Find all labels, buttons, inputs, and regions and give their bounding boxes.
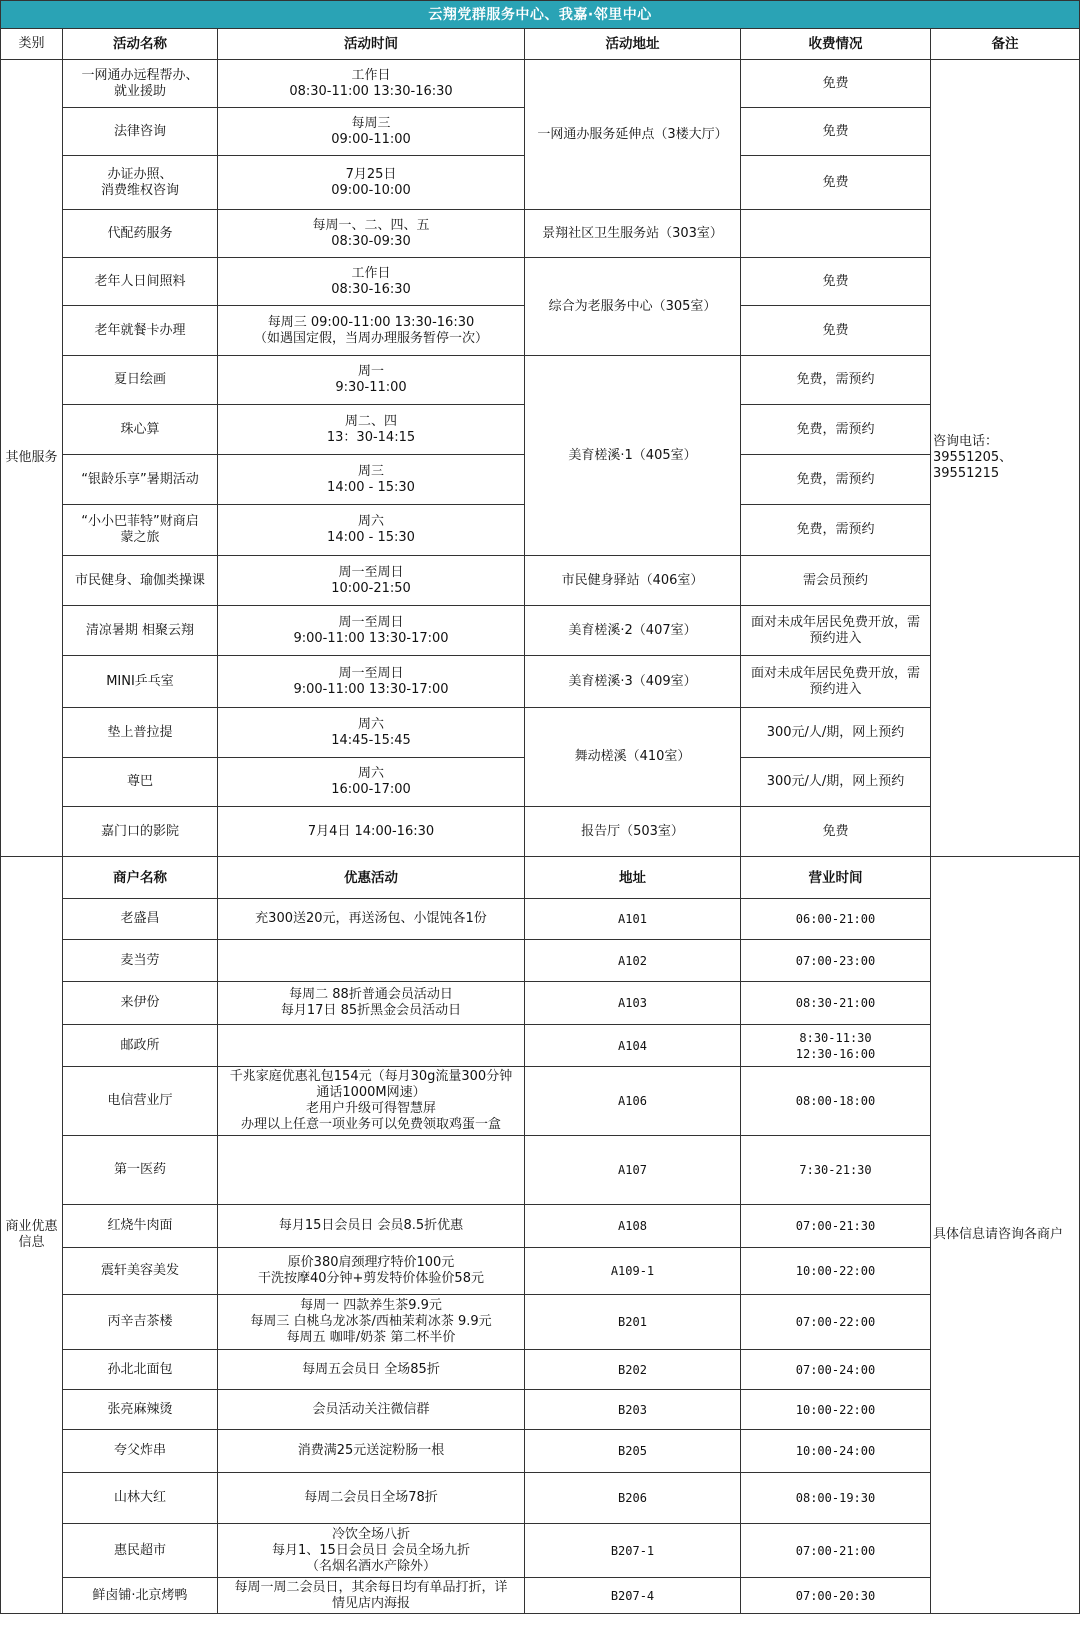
- merchant-offer: 每周二会员日全场78折: [218, 1473, 525, 1524]
- header-activity-time: 活动时间: [218, 29, 525, 60]
- merchant-row: [1, 1067, 1080, 1136]
- merchant-address: A101: [525, 899, 741, 940]
- service-row: [1, 708, 1080, 758]
- merchant-row: [1, 1248, 1080, 1295]
- merchant-hours: 08:00-19:30: [741, 1473, 931, 1524]
- merchant-row: [1, 1205, 1080, 1248]
- service-row: [1, 556, 1080, 606]
- merchant-offer: [218, 940, 525, 982]
- service-address: 市民健身驿站（406室）: [525, 556, 741, 606]
- service-address: 报告厅（503室）: [525, 807, 741, 857]
- service-fee: 免费: [741, 60, 931, 108]
- service-time: 周一至周日 10:00-21:50: [218, 556, 525, 606]
- merchant-name: 孙北北面包: [63, 1350, 218, 1390]
- header-merchant: 商户名称: [63, 857, 218, 899]
- merchant-address: B205: [525, 1430, 741, 1473]
- merchant-address: B206: [525, 1473, 741, 1524]
- commerce-header-row: [1, 857, 1080, 899]
- service-time: 每周一、二、四、五 08:30-09:30: [218, 210, 525, 258]
- service-time: 周三 14:00 - 15:30: [218, 455, 525, 505]
- service-fee: 免费，需预约: [741, 455, 931, 505]
- service-time: 7月4日 14:00-16:30: [218, 807, 525, 857]
- merchant-offer: 会员活动关注微信群: [218, 1390, 525, 1430]
- service-address: 综合为老服务中心（305室）: [525, 258, 741, 356]
- service-time: 周六 14:45-15:45: [218, 708, 525, 758]
- header-offer: 优惠活动: [218, 857, 525, 899]
- merchant-offer: 充300送20元，再送汤包、小馄饨各1份: [218, 899, 525, 940]
- merchant-row: [1, 1025, 1080, 1067]
- merchant-name: 惠民超市: [63, 1524, 218, 1578]
- service-fee: 免费: [741, 108, 931, 156]
- service-fee: 需会员预约: [741, 556, 931, 606]
- merchant-hours: 07:00-22:00: [741, 1295, 931, 1350]
- merchant-name: 张亮麻辣烫: [63, 1390, 218, 1430]
- merchant-address: B203: [525, 1390, 741, 1430]
- merchant-address: B202: [525, 1350, 741, 1390]
- service-name: 办证办照、 消费维权咨询: [63, 156, 218, 210]
- merchant-hours: 10:00-24:00: [741, 1430, 931, 1473]
- merchant-name: 来伊份: [63, 982, 218, 1025]
- header-address: 地址: [525, 857, 741, 899]
- merchant-hours: 08:00-18:00: [741, 1067, 931, 1136]
- header-category: 类别: [1, 29, 63, 60]
- header-fee: 收费情况: [741, 29, 931, 60]
- service-fee: 面对未成年居民免费开放，需 预约进入: [741, 656, 931, 708]
- merchant-offer: [218, 1136, 525, 1205]
- merchant-offer: 每月15日会员日 会员8.5折优惠: [218, 1205, 525, 1248]
- merchant-name: 老盛昌: [63, 899, 218, 940]
- merchant-name: 红烧牛肉面: [63, 1205, 218, 1248]
- service-time: 周一至周日 9:00-11:00 13:30-17:00: [218, 656, 525, 708]
- merchant-hours: 07:00-21:30: [741, 1205, 931, 1248]
- service-fee: 免费，需预约: [741, 356, 931, 405]
- merchant-name: 山林大红: [63, 1473, 218, 1524]
- service-fee: 300元/人/期，网上预约: [741, 758, 931, 807]
- service-time: 7月25日 09:00-10:00: [218, 156, 525, 210]
- merchant-offer: 每周五会员日 全场85折: [218, 1350, 525, 1390]
- merchant-offer: 每周二 88折普通会员活动日 每月17日 85折黑金会员活动日: [218, 982, 525, 1025]
- merchant-address: A108: [525, 1205, 741, 1248]
- merchant-hours: 8:30-11:30 12:30-16:00: [741, 1025, 931, 1067]
- merchant-address: A109-1: [525, 1248, 741, 1295]
- service-fee: 免费: [741, 807, 931, 857]
- service-address: 美育槎溪·1（405室）: [525, 356, 741, 556]
- merchant-address: A102: [525, 940, 741, 982]
- service-address: 美育槎溪·3（409室）: [525, 656, 741, 708]
- service-time: 每周三 09:00-11:00 13:30-16:30 （如遇国定假，当周办理服务暂停一次）: [218, 306, 525, 356]
- service-name: “小小巴菲特”财商启 蒙之旅: [63, 505, 218, 556]
- merchant-hours: 07:00-20:30: [741, 1578, 931, 1614]
- merchant-hours: 10:00-22:00: [741, 1248, 931, 1295]
- merchant-name: 鲜卤铺·北京烤鸭: [63, 1578, 218, 1614]
- service-time: 每周三 09:00-11:00: [218, 108, 525, 156]
- page-title: 云翔党群服务中心、我嘉·邻里中心: [1, 1, 1080, 29]
- service-name: 法律咨询: [63, 108, 218, 156]
- service-row: [1, 807, 1080, 857]
- merchant-row: [1, 1136, 1080, 1205]
- service-time: 周二、四 13：30-14:15: [218, 405, 525, 455]
- service-fee: 免费，需预约: [741, 405, 931, 455]
- merchant-hours: 07:00-24:00: [741, 1350, 931, 1390]
- service-fee: 免费: [741, 306, 931, 356]
- service-time: 工作日 08:30-16:30: [218, 258, 525, 306]
- commerce-remark-cell: 具体信息请咨询各商户: [931, 857, 1080, 1614]
- merchant-row: [1, 1578, 1080, 1614]
- service-fee: 300元/人/期，网上预约: [741, 708, 931, 758]
- services-category-cell: 其他服务: [1, 60, 63, 857]
- service-name: “银龄乐享”暑期活动: [63, 455, 218, 505]
- merchant-address: A107: [525, 1136, 741, 1205]
- merchant-offer: 每周一周二会员日，其余每日均有单品打折，详 情见店内海报: [218, 1578, 525, 1614]
- service-time: 周六 16:00-17:00: [218, 758, 525, 807]
- service-address: 美育槎溪·2（407室）: [525, 606, 741, 656]
- merchant-hours: 07:00-23:00: [741, 940, 931, 982]
- service-name: 清凉暑期 相聚云翔: [63, 606, 218, 656]
- service-fee: 免费: [741, 258, 931, 306]
- service-time: 周六 14:00 - 15:30: [218, 505, 525, 556]
- merchant-name: 震轩美容美发: [63, 1248, 218, 1295]
- merchant-address: A103: [525, 982, 741, 1025]
- service-name: 尊巴: [63, 758, 218, 807]
- service-row: [1, 258, 1080, 306]
- merchant-name: 邮政所: [63, 1025, 218, 1067]
- service-time: 工作日 08:30-11:00 13:30-16:30: [218, 60, 525, 108]
- service-name: 代配药服务: [63, 210, 218, 258]
- header-activity-address: 活动地址: [525, 29, 741, 60]
- merchant-row: [1, 1430, 1080, 1473]
- merchant-row: [1, 1524, 1080, 1578]
- service-address: 景翔社区卫生服务站（303室）: [525, 210, 741, 258]
- merchant-name: 夸父炸串: [63, 1430, 218, 1473]
- merchant-name: 丙辛吉茶楼: [63, 1295, 218, 1350]
- merchant-row: [1, 1473, 1080, 1524]
- merchant-address: A106: [525, 1067, 741, 1136]
- service-name: 夏日绘画: [63, 356, 218, 405]
- merchant-offer: 原价380肩颈理疗特价100元 干洗按摩40分钟+剪发特价体验价58元: [218, 1248, 525, 1295]
- merchant-name: 第一医药: [63, 1136, 218, 1205]
- service-name: 老年人日间照料: [63, 258, 218, 306]
- service-fee: 免费，需预约: [741, 505, 931, 556]
- header-hours: 营业时间: [741, 857, 931, 899]
- merchant-address: A104: [525, 1025, 741, 1067]
- title-row: [1, 1, 1080, 29]
- service-fee: [741, 210, 931, 258]
- service-row: [1, 60, 1080, 108]
- merchant-offer: 冷饮全场八折 每月1、15日会员日 会员全场九折 （名烟名酒水产除外）: [218, 1524, 525, 1578]
- merchant-name: 麦当劳: [63, 940, 218, 982]
- services-remark-cell: 咨询电话：39551205、39551215: [931, 60, 1080, 857]
- merchant-address: B201: [525, 1295, 741, 1350]
- service-name: 市民健身、瑜伽类操课: [63, 556, 218, 606]
- merchant-row: [1, 1350, 1080, 1390]
- merchant-hours: 08:30-21:00: [741, 982, 931, 1025]
- service-time: 周一至周日 9:00-11:00 13:30-17:00: [218, 606, 525, 656]
- services-header-row: [1, 29, 1080, 60]
- service-time: 周一 9:30-11:00: [218, 356, 525, 405]
- service-name: 珠心算: [63, 405, 218, 455]
- merchant-row: [1, 899, 1080, 940]
- service-name: 嘉门口的影院: [63, 807, 218, 857]
- service-fee: 免费: [741, 156, 931, 210]
- merchant-hours: 10:00-22:00: [741, 1390, 931, 1430]
- merchant-offer: 消费满25元送淀粉肠一根: [218, 1430, 525, 1473]
- merchant-hours: 06:00-21:00: [741, 899, 931, 940]
- header-activity-name: 活动名称: [63, 29, 218, 60]
- service-name: 垫上普拉提: [63, 708, 218, 758]
- merchant-offer: 每周一 四款养生茶9.9元 每周三 白桃乌龙冰茶/西柚茉莉冰茶 9.9元 每周五 咖啡/奶茶 第二杯半价: [218, 1295, 525, 1350]
- merchant-hours: 07:00-21:00: [741, 1524, 931, 1578]
- service-fee: 面对未成年居民免费开放，需 预约进入: [741, 606, 931, 656]
- service-address: 一网通办服务延伸点（3楼大厅）: [525, 60, 741, 210]
- merchant-name: 电信营业厅: [63, 1067, 218, 1136]
- merchant-row: [1, 1295, 1080, 1350]
- service-row: [1, 210, 1080, 258]
- service-row: [1, 356, 1080, 405]
- service-row: [1, 606, 1080, 656]
- service-name: MINI乒乓室: [63, 656, 218, 708]
- merchant-offer: 千兆家庭优惠礼包154元（每月30g流量300分钟 通话1000M网速） 老用户升级可得智慧屏 办理以上任意一项业务可以免费领取鸡蛋一盒: [218, 1067, 525, 1136]
- service-name: 老年就餐卡办理: [63, 306, 218, 356]
- header-remarks: 备注: [931, 29, 1080, 60]
- service-row: [1, 656, 1080, 708]
- merchant-offer: [218, 1025, 525, 1067]
- merchant-row: [1, 1390, 1080, 1430]
- merchant-address: B207-1: [525, 1524, 741, 1578]
- merchant-row: [1, 940, 1080, 982]
- service-name: 一网通办远程帮办、 就业援助: [63, 60, 218, 108]
- merchant-address: B207-4: [525, 1578, 741, 1614]
- commerce-category-cell: 商业优惠 信息: [1, 857, 63, 1614]
- merchant-row: [1, 982, 1080, 1025]
- service-address: 舞动槎溪（410室）: [525, 708, 741, 807]
- merchant-hours: 7:30-21:30: [741, 1136, 931, 1205]
